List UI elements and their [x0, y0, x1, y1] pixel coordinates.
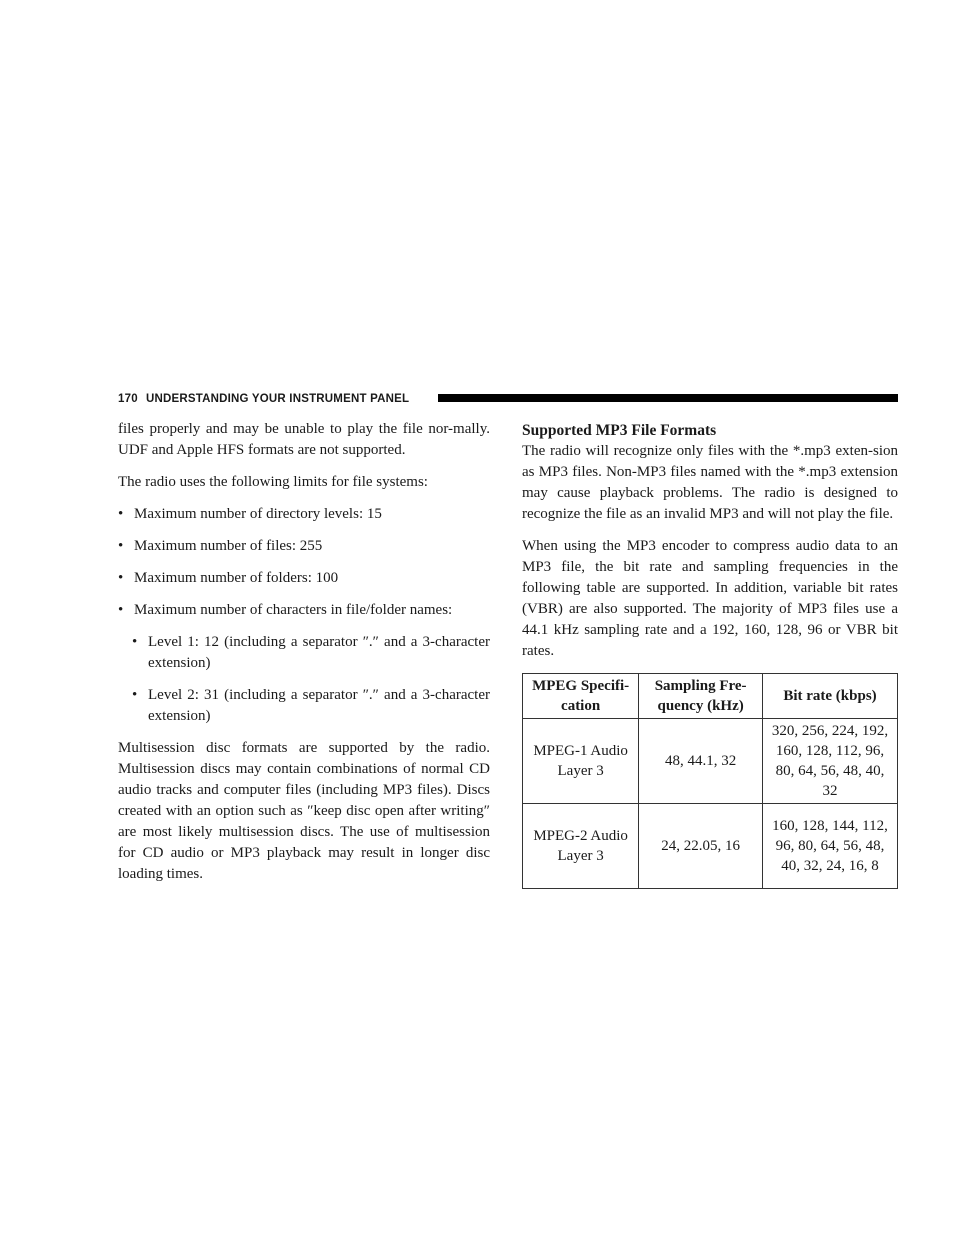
header-mpeg-spec: MPEG Specifi-cation: [523, 674, 639, 719]
bullet-icon: •: [118, 570, 124, 586]
sub-bullet-text: Level 2: 31 (including a separator ″.″ and a 3-character extension): [148, 687, 490, 724]
cell-mpeg-spec: MPEG-2 Audio Layer 3: [523, 804, 639, 889]
header-bit-rate: Bit rate (kbps): [763, 674, 898, 719]
section-title: UNDERSTANDING YOUR INSTRUMENT PANEL: [146, 393, 410, 405]
right-column: [522, 421, 898, 889]
left-paragraph-2: The radio uses the following limits for file systems:: [118, 474, 428, 490]
cell-mpeg-spec: MPEG-1 Audio Layer 3: [523, 719, 639, 804]
sub-bullet-item: [132, 632, 490, 674]
bullet-text: Maximum number of files: 255: [134, 538, 323, 554]
bullet-icon: •: [118, 538, 124, 554]
sub-bullet-text: Level 1: 12 (including a separator ″.″ and a 3-character extension): [148, 634, 490, 671]
cell-bit-rate: 320, 256, 224, 192, 160, 128, 112, 96, 80, 64, 56, 48, 40, 32: [763, 719, 898, 804]
bullet-icon: •: [132, 634, 138, 650]
cell-sampling-freq: 48, 44.1, 32: [639, 719, 763, 804]
table-header-row: [523, 674, 898, 719]
bullet-item: [118, 536, 490, 557]
left-paragraph-1: files properly and may be unable to play the file nor-mally. UDF and Apple HFS formats are not supported.: [118, 421, 490, 458]
bullet-item: [118, 600, 490, 621]
cell-bit-rate: 160, 128, 144, 112, 96, 80, 64, 56, 48, 40, 32, 24, 16, 8: [763, 804, 898, 889]
right-paragraph-1: The radio will recognize only files with the *.mp3 exten-sion as MP3 files. Non-MP3 files named with the *.mp3 extension may cause playback problems. The radio is designed to recognize the file as an invalid MP3 and will not play the file.: [522, 443, 898, 522]
page-number: 170: [118, 393, 138, 405]
bullet-item: [118, 504, 490, 525]
mp3-formats-table: [522, 673, 898, 889]
section-heading: Supported MP3 File Formats: [522, 422, 717, 439]
left-paragraph-3: Multisession disc formats are supported by the radio. Multisession discs may contain combinations of normal CD audio tracks and computer files (including MP3 files). Discs created with an option such as ″keep disc open after writing″ are most likely multisession discs. The use of multisession for CD audio or MP3 playback may result in longer disc loading times.: [118, 740, 490, 882]
page-header: [118, 392, 898, 406]
sub-bullet-item: [132, 685, 490, 727]
bullet-text: Maximum number of characters in file/folder names:: [134, 602, 453, 618]
bullet-text: Maximum number of directory levels: 15: [134, 506, 382, 522]
bullet-icon: •: [118, 506, 124, 522]
left-column: [118, 419, 490, 896]
table-row: [523, 719, 898, 804]
cell-sampling-freq: 24, 22.05, 16: [639, 804, 763, 889]
header-rule: [438, 394, 898, 402]
bullet-text: Maximum number of folders: 100: [134, 570, 339, 586]
header-sampling-freq: Sampling Fre-quency (kHz): [639, 674, 763, 719]
right-paragraph-2: When using the MP3 encoder to compress audio data to an MP3 file, the bit rate and sampling frequencies in the following table are supported. In addition, variable bit rates (VBR) are also supported. The majority of MP3 files use a 44.1 kHz sampling rate and a 192, 160, 128, 96 or VBR bit rates.: [522, 538, 898, 659]
table-row: [523, 804, 898, 889]
bullet-item: [118, 568, 490, 589]
bullet-icon: •: [118, 602, 124, 618]
bullet-icon: •: [132, 687, 138, 703]
